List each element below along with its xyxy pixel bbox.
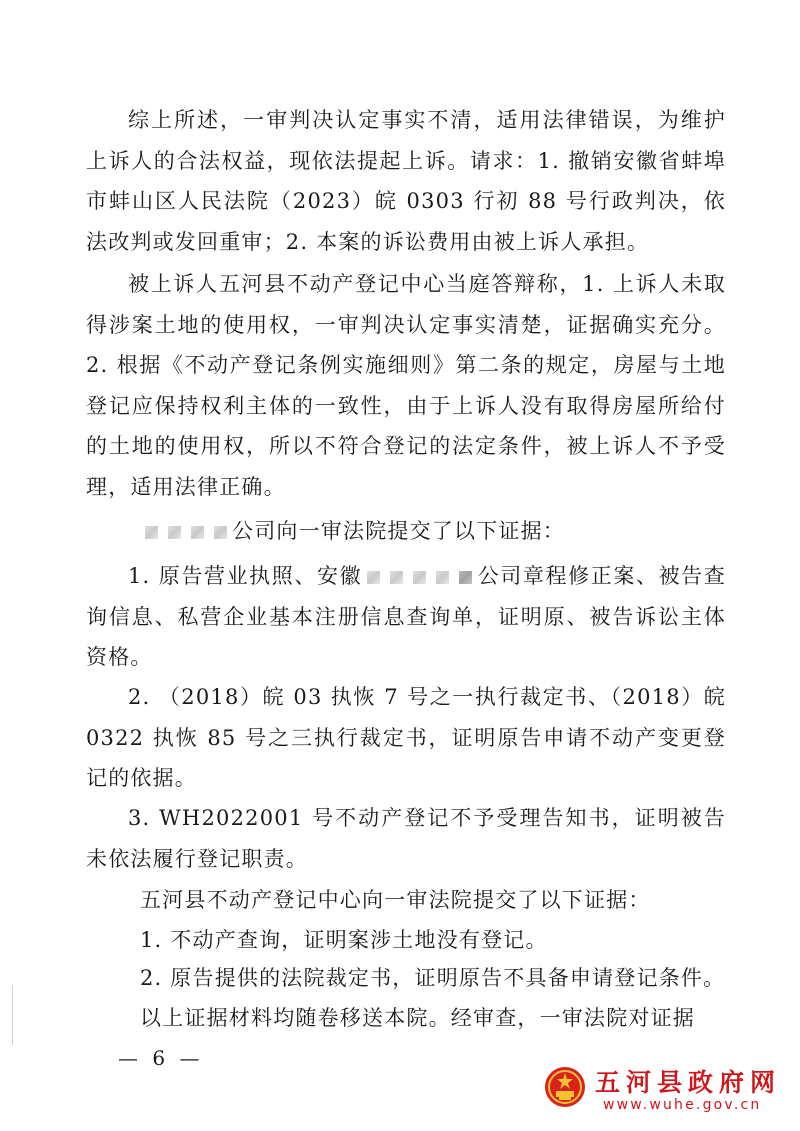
- national-emblem-icon: [543, 1065, 587, 1109]
- paragraph-respondent-evidence-2: 2. 原告提供的法院裁定书，证明原告不具备申请登记条件。: [140, 966, 726, 990]
- paragraph-respondent-evidence-1: 1. 不动产查询，证明案涉土地没有登记。: [140, 928, 548, 952]
- redaction-mark: [145, 526, 158, 539]
- paragraph-evidence-2: 2. （2018）皖 03 执恢 7 号之一执行裁定书、（2018）皖 0322 执恢 85 号之三执行裁定书，证明原告申请不动产变更登记的依据。: [86, 685, 726, 790]
- paragraph-evidence-3: 3. WH2022001 号不动产登记不予受理告知书，证明被告未依法履行登记职责。: [86, 806, 726, 871]
- paragraph-respondent-defense: 被上诉人五河县不动产登记中心当庭答辩称，1. 上诉人未取得涉案土地的使用权，一审判决认定事实清楚，证据确实充分。2. 根据《不动产登记条例实施细则》第二条的规定，房屋与土地登记应保持权利主体的一致性，由于上诉人没有取得房屋所给付的土地的使用权，所以不符合登记的法定条件，被上诉人不予受理，适用法律正确。: [86, 272, 726, 499]
- paragraph-evidence-review: 以上证据材料均随卷移送本院。经审查，一审法院对证据: [140, 1006, 695, 1030]
- evidence-1-suffix: 公司章程修正案、被告查询信息、私营企业基本注册信息查询单，证明原、被告诉讼主体资格。: [86, 564, 726, 669]
- evidence-intro-text: 公司向一审法院提交了以下证据：: [232, 519, 565, 543]
- redaction-mark: [436, 571, 449, 584]
- paragraph-respondent-evidence-intro: 五河县不动产登记中心向一审法院提交了以下证据：: [140, 888, 651, 912]
- redaction-mark: [390, 571, 403, 584]
- watermark-title: 五河县政府网: [595, 1068, 782, 1097]
- redaction-mark: [367, 571, 380, 584]
- redaction-mark: [413, 571, 426, 584]
- paragraph-appeal-summary: 综上所述，一审判决认定事实不清，适用法律错误，为维护上诉人的合法权益，现依法提起上诉。请求：1. 撤销安徽省蚌埠市蚌山区人民法院（2023）皖 0303 行初 88 号行政判决，依法改判或发回重审；2. 本案的诉讼费用由被上诉人承担。: [86, 108, 726, 254]
- evidence-1-prefix: 1. 原告营业执照、安徽: [128, 564, 363, 588]
- watermark-url[interactable]: www.wuhe.gov.cn: [603, 1097, 762, 1113]
- site-watermark: [543, 1063, 793, 1123]
- redaction-mark: [459, 571, 472, 584]
- redaction-mark: [191, 526, 204, 539]
- paragraph-appellant-evidence-intro: [140, 515, 565, 547]
- scan-margin-line: [12, 985, 13, 1045]
- redaction-mark: [168, 526, 181, 539]
- redaction-mark: [214, 526, 227, 539]
- paragraph-evidence-1: [86, 556, 726, 678]
- page-number: — 6 —: [118, 1046, 204, 1070]
